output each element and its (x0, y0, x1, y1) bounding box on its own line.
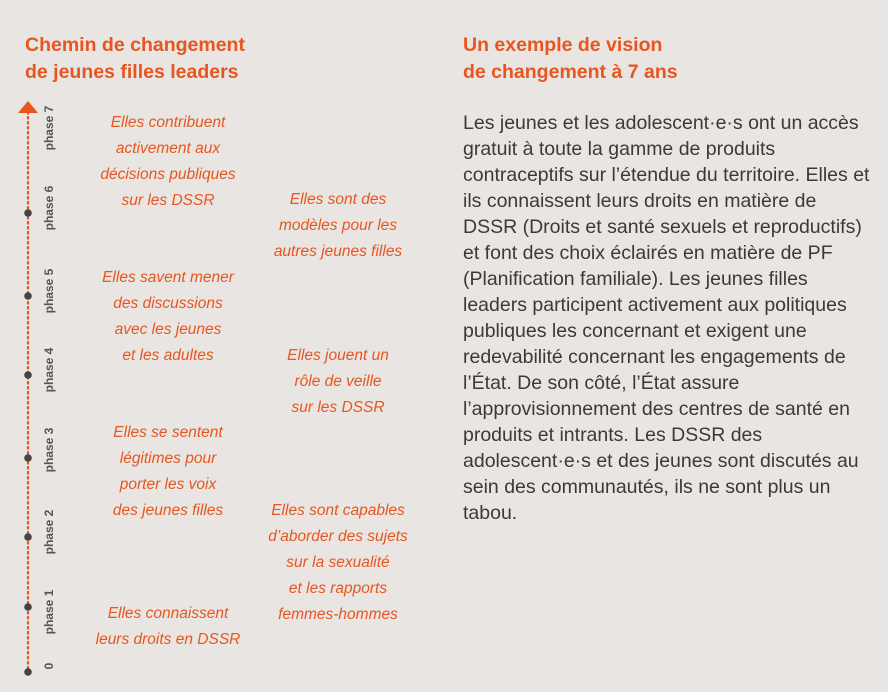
axis-tick-dot (24, 603, 32, 611)
milestone-line: sur les DSSR (291, 399, 385, 416)
axis-tick-dot (24, 292, 32, 300)
axis-tick-dot (24, 209, 32, 217)
milestone-line: Elles sont capables (271, 502, 405, 519)
axis-arrow-icon (18, 101, 38, 113)
milestone-line: rôle de veille (294, 373, 382, 390)
milestone-modeles (258, 187, 418, 265)
milestone-line: porter les voix (119, 476, 217, 493)
milestone-line: Elles connaissent (107, 605, 229, 622)
timeline-axis (0, 0, 60, 692)
milestone-line: autres jeunes filles (273, 243, 403, 260)
milestone-discussions (88, 265, 248, 369)
left-title-line: Chemin de changement (25, 34, 245, 56)
phase-text: phase 2 (42, 509, 56, 555)
milestone-contribuent (88, 110, 248, 214)
milestone-line: Elles se sentent (113, 424, 223, 441)
milestone-line: des jeunes filles (112, 502, 224, 519)
right-title-line: Un exemple de vision (463, 34, 663, 56)
milestone-line: modèles pour les (278, 217, 398, 234)
phase-text: phase 5 (42, 268, 56, 314)
axis-tick-dot (24, 668, 32, 676)
phase-text: phase 4 (42, 347, 56, 393)
milestone-line: et les adultes (122, 347, 214, 364)
vision-paragraph: Les jeunes et les adolescent·e·s ont un accès gratuit à toute la gamme de produits contraceptifs sur l’étendue du territoire. Elles et ils connaissent leurs droits en matière de DSSR (Droits et santé sexuels et reproductifs) et font des choix éclairés en matière de PF (Planification familiale). Les jeunes filles leaders participent activement aux politiques publiques les concernant et exigent une redevabilité concernant les engagements de l’État. De son côté, l’État assure l’approvisionnement des centres de santé en produits et intrants. Les DSSR des adolescent·e·s et des jeunes sont discutés au sein des communautés, ils ne sont plus un tabou. (463, 112, 870, 524)
milestone-line: sur la sexualité (286, 554, 390, 571)
milestone-veille (258, 343, 418, 421)
right-title-line: de changement à 7 ans (463, 61, 678, 83)
milestone-line: leurs droits en DSSR (95, 631, 241, 648)
axis-tick-dot (24, 533, 32, 541)
axis-tick-dot (24, 371, 32, 379)
phase-text: phase 7 (42, 105, 56, 151)
right-title (463, 32, 678, 86)
left-title-line: de jeunes filles leaders (25, 61, 239, 83)
milestone-line: avec les jeunes (114, 321, 222, 338)
milestone-line: des discussions (113, 295, 223, 312)
milestone-line: Elles savent mener (102, 269, 234, 286)
axis-tick-dot (24, 454, 32, 462)
milestone-line: et les rapports (288, 580, 388, 597)
milestone-legitimes (88, 420, 248, 524)
milestone-line: Elles jouent un (287, 347, 389, 364)
milestone-line: Elles contribuent (110, 114, 226, 131)
milestone-line: femmes-hommes (278, 606, 398, 623)
milestone-line: Elles sont des (289, 191, 387, 208)
phase-text: phase 3 (42, 427, 56, 473)
phase-text: phase 6 (42, 185, 56, 231)
milestone-line: activement aux (115, 140, 221, 157)
milestone-capables (258, 498, 418, 628)
milestone-line: d’aborder des sujets (268, 528, 408, 545)
axis-origin-text: 0 (42, 662, 56, 670)
milestone-line: décisions publiques (100, 166, 236, 183)
milestone-line: légitimes pour (119, 450, 217, 467)
milestone-line: sur les DSSR (121, 192, 215, 209)
milestone-connaissent (88, 601, 248, 653)
phase-text: phase 1 (42, 589, 56, 635)
